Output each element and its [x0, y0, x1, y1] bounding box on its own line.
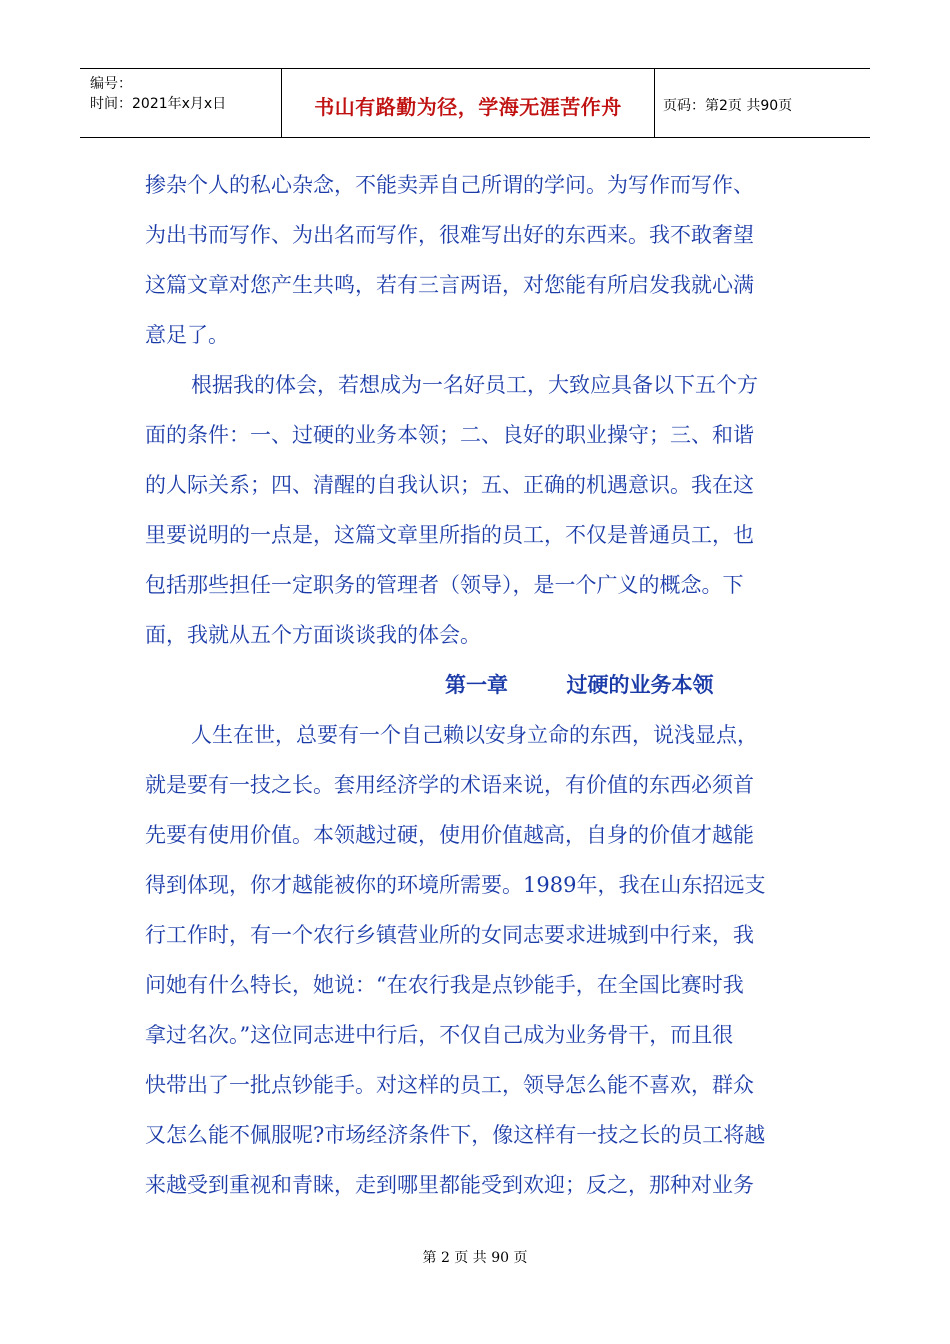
text-line: 先要有使用价值。本领越过硬，使用价值越高，自身的价值才越能 [145, 823, 754, 847]
text-line: 行工作时，有一个农行乡镇营业所的女同志要求进城到中行来，我 [145, 923, 754, 947]
text-line: 面的条件：一、过硬的业务本领；二、良好的职业操守；三、和谐 [145, 423, 754, 447]
header-motto: 书山有路勤为径，学海无涯苦作舟 [314, 95, 622, 119]
text-line: 这篇文章对您产生共鸣，若有三言两语，对您能有所启发我就心满 [145, 273, 754, 297]
document-body [145, 160, 807, 1210]
paragraph-first-line: 根据我的体会，若想成为一名好员工，大致应具备以下五个方 [191, 373, 758, 397]
text-line: 掺杂个人的私心杂念，不能卖弄自己所谓的学问。为写作而写作、 [145, 173, 754, 197]
text-line: 包括那些担任一定职务的管理者（领导），是一个广义的概念。下 [145, 573, 744, 597]
document-date: 时间：2021年x月x日 [90, 96, 227, 112]
header-page-info: 页码：第2页 共90页 [663, 98, 793, 114]
paragraph-first-line: 人生在世，总要有一个自己赖以安身立命的东西，说浅显点， [191, 723, 758, 747]
text-line: 面，我就从五个方面谈谈我的体会。 [145, 623, 481, 647]
text-line: 拿过名次。”这位同志进中行后，不仅自己成为业务骨干，而且很 [145, 1023, 734, 1047]
document-number-label: 编号： [90, 76, 132, 92]
document-header [80, 68, 870, 138]
header-motto-cell [282, 69, 655, 137]
page-footer: 第 2 页 共 90 页 [422, 1250, 528, 1266]
text-line: 问她有什么特长，她说：“在农行我是点钞能手，在全国比赛时我 [145, 973, 744, 997]
text-line: 意足了。 [145, 323, 229, 347]
header-page-cell [655, 69, 870, 137]
text-line: 里要说明的一点是，这篇文章里所指的员工，不仅是普通员工，也 [145, 523, 754, 547]
chapter-heading: 第一章 过硬的业务本领 [445, 672, 714, 697]
text-line: 快带出了一批点钞能手。对这样的员工，领导怎么能不喜欢，群众 [145, 1073, 754, 1097]
text-line: 得到体现，你才越能被你的环境所需要。1989年，我在山东招远支 [145, 873, 766, 897]
text-line: 又怎么能不佩服呢?市场经济条件下，像这样有一技之长的员工将越 [145, 1123, 766, 1147]
header-meta-cell [80, 69, 282, 137]
text-line: 来越受到重视和青睐，走到哪里都能受到欢迎；反之，那种对业务 [145, 1173, 754, 1197]
text-line: 为出书而写作、为出名而写作，很难写出好的东西来。我不敢奢望 [145, 223, 754, 247]
text-line: 的人际关系；四、清醒的自我认识；五、正确的机遇意识。我在这 [145, 473, 754, 497]
text-line: 就是要有一技之长。套用经济学的术语来说，有价值的东西必须首 [145, 773, 754, 797]
